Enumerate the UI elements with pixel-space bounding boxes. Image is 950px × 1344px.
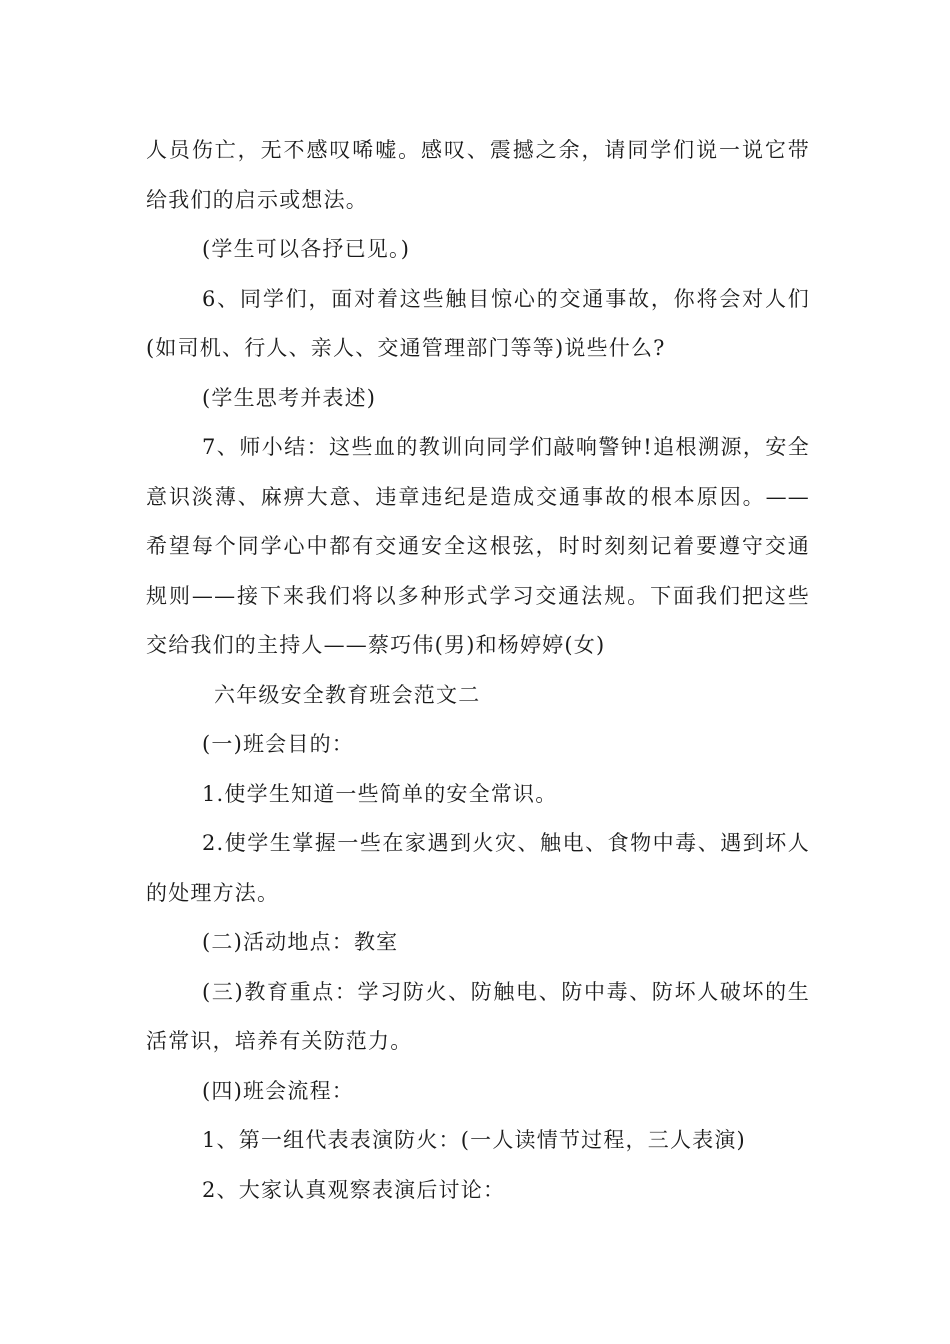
paragraph-line: 的处理方法。 xyxy=(146,880,280,905)
paragraph-line: (三)教育重点：学习防火、防触电、防中毒、防坏人破坏的生 xyxy=(202,979,810,1004)
paragraph-line: 人员伤亡，无不感叹唏嘘。感叹、震撼之余，请同学们说一说它带 xyxy=(146,138,810,162)
paragraph-line: (如司机、行人、亲人、交通管理部门等等)说些什么? xyxy=(146,336,666,360)
paragraph-line: 7、师小结：这些血的教训向同学们敲响警钟!追根溯源，安全 xyxy=(202,435,810,459)
paragraph-line: 交给我们的主持人——蔡巧伟(男)和杨婷婷(女) xyxy=(146,633,606,657)
paragraph-line: 2、大家认真观察表演后讨论： xyxy=(202,1177,506,1202)
paragraph-line: 希望每个同学心中都有交通安全这根弦，时时刻刻记着要遵守交通 xyxy=(146,534,810,558)
paragraph-line: 1.使学生知道一些简单的安全常识。 xyxy=(202,781,558,806)
paragraph-line: 活常识，培养有关防范力。 xyxy=(146,1029,413,1053)
paragraph-line: 6、同学们，面对着这些触目惊心的交通事故，你将会对人们 xyxy=(202,286,810,311)
paragraph-line: 2.使学生掌握一些在家遇到火灾、触电、食物中毒、遇到坏人 xyxy=(202,831,810,855)
document-body xyxy=(146,126,810,1215)
section-heading: 六年级安全教育班会范文二 xyxy=(214,682,481,707)
paragraph-line: 意识淡薄、麻痹大意、违章违纪是造成交通事故的根本原因。—— xyxy=(146,484,810,509)
paragraph-line: 规则——接下来我们将以多种形式学习交通法规。下面我们把这些 xyxy=(146,583,810,608)
paragraph-line: 给我们的启示或想法。 xyxy=(146,187,368,212)
paragraph-line: (学生思考并表述) xyxy=(202,385,377,410)
paragraph-line: (二)活动地点：教室 xyxy=(202,930,399,954)
paragraph-line: (学生可以各抒已见。) xyxy=(202,237,411,261)
paragraph-line: 1、第一组代表表演防火：(一人读情节过程，三人表演) xyxy=(202,1128,746,1152)
paragraph-line: (一)班会目的： xyxy=(202,732,354,756)
paragraph-line: (四)班会流程： xyxy=(202,1078,354,1103)
